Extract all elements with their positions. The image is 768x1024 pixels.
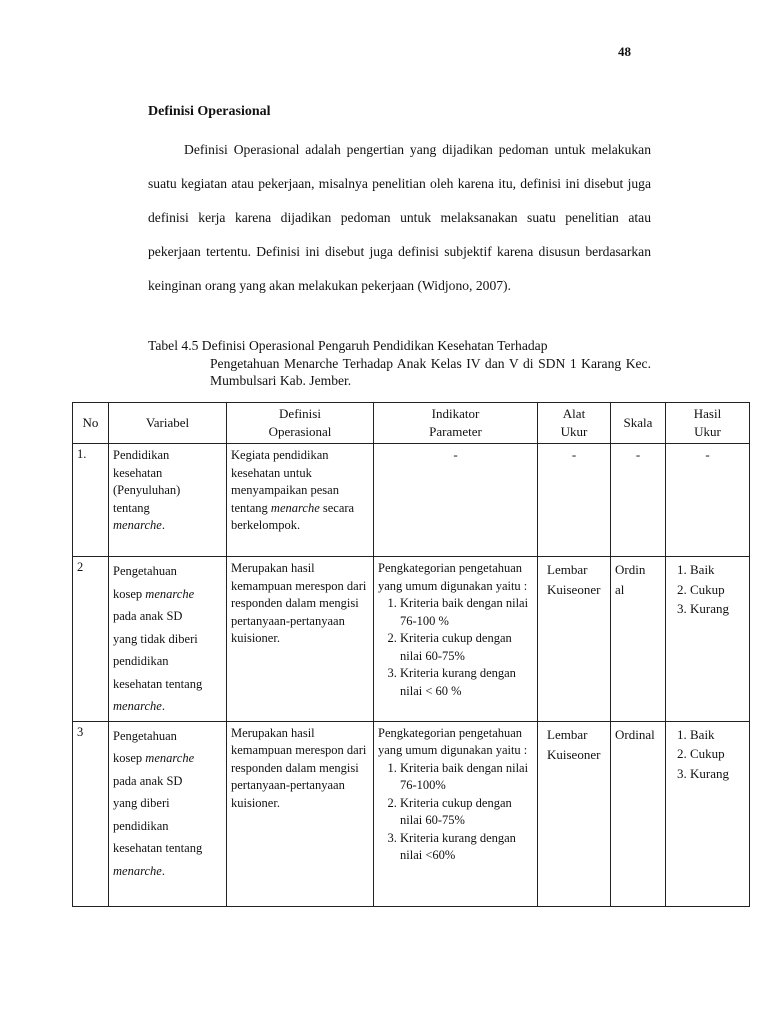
variabel-cell: Pengetahuan kosep menarche pada anak SD yang diberi pendidikan kesehatan tentang menarche. [109, 721, 227, 906]
header-alat-ukur: Alat Ukur [538, 403, 611, 444]
hasil-item: 3. Kurang [690, 599, 745, 619]
hasil-item: 3. Kurang [690, 764, 745, 784]
header-hasil-ukur: Hasil Ukur [666, 403, 750, 444]
hasil-ukur-cell [666, 721, 750, 906]
header-definisi: Definisi Operasional [227, 403, 374, 444]
skala-cell: Ordinal [611, 721, 666, 906]
indikator-item: 1. Kriteria baik dengan nilai 76-100 % [400, 595, 533, 630]
definisi-cell: Merupakan hasil kemampuan merespon dari responden dalam mengisi pertanyaan-pertanyaan kuisioner. [227, 557, 374, 722]
table-header-row [73, 403, 750, 444]
row-number: 1. [73, 444, 109, 557]
definisi-cell: Kegiata pendidikan kesehatan untuk menyampaikan pesan tentang menarche secara berkelompok. [227, 444, 374, 557]
header-no: No [73, 403, 109, 444]
table-row [73, 557, 750, 722]
skala-cell: Ordin al [611, 557, 666, 722]
header-indikator: Indikator Parameter [374, 403, 538, 444]
operational-definition-table [72, 402, 750, 907]
indikator-cell: Pengkategorian pengetahuan yang umum digunakan yaitu : 1. Kriteria baik dengan nilai 76-100 % 2. Kriteria cukup dengan nilai 60-75% 3. Kriteria kurang dengan nilai < 60 % [374, 557, 538, 722]
body-paragraph: Definisi Operasional adalah pengertian yang dijadikan pedoman untuk melakukan suatu kegiatan atau pekerjaan, misalnya penelitian oleh karena itu, definisi ini disebut juga definisi kerja karena dijadikan pedoman untuk melaksanakan suatu penelitian atau pekerjaan tertentu. Definisi ini disebut juga definisi subjektif karena disusun berdasarkan keinginan orang yang akan melakukan pekerjaan (Widjono, 2007). [148, 142, 651, 293]
alat-ukur-cell: Lembar Kuiseoner [538, 557, 611, 722]
hasil-item: 1. Baik [690, 560, 745, 580]
caption-continuation: Pengetahuan Menarche Terhadap Anak Kelas IV dan V di SDN 1 Karang Kec. Mumbulsari Kab. Jember. [210, 355, 651, 388]
caption-line-1: Tabel 4.5 Definisi Operasional Pengaruh Pendidikan Kesehatan Terhadap [148, 338, 548, 353]
definisi-cell: Merupakan hasil kemampuan merespon dari responden dalam mengisi pertanyaan-pertanyaan kuisioner. [227, 721, 374, 906]
row-number: 2 [73, 557, 109, 722]
indikator-item: 2. Kriteria cukup dengan nilai 60-75% [400, 795, 533, 830]
header-variabel: Variabel [109, 403, 227, 444]
hasil-item: 2. Cukup [690, 744, 745, 764]
table-row [73, 444, 750, 557]
hasil-item: 1. Baik [690, 725, 745, 745]
hasil-item: 2. Cukup [690, 580, 745, 600]
alat-ukur-cell: Lembar Kuiseoner [538, 721, 611, 906]
hasil-ukur-cell: - [666, 444, 750, 557]
skala-cell: - [611, 444, 666, 557]
indikator-item: 3. Kriteria kurang dengan nilai < 60 % [400, 665, 533, 700]
indikator-item: 3. Kriteria kurang dengan nilai <60% [400, 830, 533, 865]
page-number: 48 [618, 44, 631, 59]
variabel-cell: Pendidikan kesehatan (Penyuluhan) tentang menarche. [109, 444, 227, 557]
indikator-item: 2. Kriteria cukup dengan nilai 60-75% [400, 630, 533, 665]
section-heading: Definisi Operasional [148, 104, 271, 119]
indikator-cell: - [374, 444, 538, 557]
variabel-cell: Pengetahuan kosep menarche pada anak SD yang tidak diberi pendidikan kesehatan tentang menarche. [109, 557, 227, 722]
hasil-ukur-cell [666, 557, 750, 722]
table-row [73, 721, 750, 906]
alat-ukur-cell: - [538, 444, 611, 557]
row-number: 3 [73, 721, 109, 906]
indikator-cell: Pengkategorian pengetahuan yang umum digunakan yaitu : 1. Kriteria baik dengan nilai 76-100% 2. Kriteria cukup dengan nilai 60-75% 3. Kriteria kurang dengan nilai <60% [374, 721, 538, 906]
indikator-item: 1. Kriteria baik dengan nilai 76-100% [400, 760, 533, 795]
table-caption [148, 337, 651, 390]
header-skala: Skala [611, 403, 666, 444]
